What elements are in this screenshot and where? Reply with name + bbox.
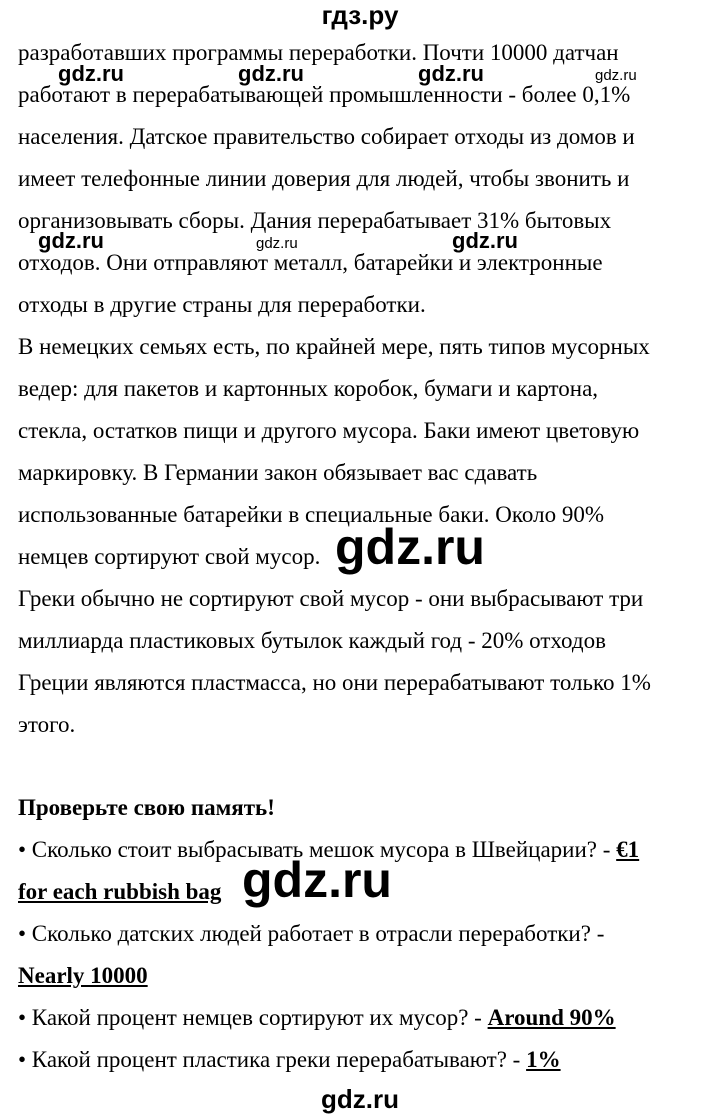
answer-text: for each rubbish bag [18,879,222,904]
paragraph-line: В немецких семьях есть, по крайней мере, пять типов мусорных [18,334,650,359]
watermark: gdz.ru [58,61,124,86]
watermark: gdz.ru [256,235,298,252]
watermark: gdz.ru [595,67,637,84]
page-header-site: гдз.ру [321,0,399,30]
paragraph-line: этого. [18,712,76,737]
question-text: • Какой процент пластика греки перерабатывают? - [18,1047,527,1072]
paragraph-line: миллиарда пластиковых бутылок каждый год - 20% отходов [18,628,606,653]
page-footer-site: gdz.ru [321,1084,399,1114]
paragraph-line: отходы в другие страны для переработки. [18,292,426,317]
watermark: gdz.ru [238,61,304,86]
paragraph-line: маркировку. В Германии закон обязывает вас сдавать [18,460,538,485]
paragraph-line: использованные батарейки в специальные баки. Около 90% [18,502,604,527]
quiz-answer-2 [18,962,148,990]
paragraph-line: Греции являются пластмасса, но они перерабатывают только 1% [18,670,651,695]
paragraph-line: имеет телефонные линии доверия для людей, чтобы звонить и [18,166,630,191]
answer-text: €1 [616,837,640,862]
watermark: gdz.ru [242,852,392,908]
paragraph-line: разработавших программы переработки. Почти 10000 датчан [18,40,619,65]
question-text: • Какой процент немцев сортируют их мусор? - [18,1005,488,1030]
paragraph-line: организовывать сборы. Дания перерабатывает 31% бытовых [18,208,612,233]
paragraph-line: немцев сортируют свой мусор. [18,544,321,569]
quiz-question-2: • Сколько датских людей работает в отрасли переработки? - [18,921,605,946]
watermark: gdz.ru [335,519,485,575]
answer-text: Around 90% [487,1005,616,1030]
quiz-question-4 [18,1046,561,1074]
paragraph-line: ведер: для пакетов и картонных коробок, бумаги и картона, [18,376,599,401]
paragraph-line: населения. Датское правительство собирает отходы из домов и [18,124,635,149]
watermark: gdz.ru [418,61,484,86]
paragraph-line: отходов. Они отправляют металл, батарейки и электронные [18,250,603,275]
paragraph-line: Греки обычно не сортируют свой мусор - они выбрасывают три [18,586,644,611]
answer-text: Nearly 10000 [18,963,148,988]
question-text: • Сколько стоит выбрасывать мешок мусора в Швейцарии? - [18,837,617,862]
paragraph-line: работают в перерабатывающей промышленности - более 0,1% [18,82,631,107]
watermark: gdz.ru [38,228,104,253]
quiz-question-3 [18,1004,616,1032]
paragraph-line: стекла, остатков пищи и другого мусора. Баки имеют цветовую [18,418,640,443]
quiz-answer-1 [18,878,221,906]
quiz-heading: Проверьте свою память! [18,795,275,820]
watermark: gdz.ru [452,228,518,253]
answer-text: 1% [526,1047,561,1072]
